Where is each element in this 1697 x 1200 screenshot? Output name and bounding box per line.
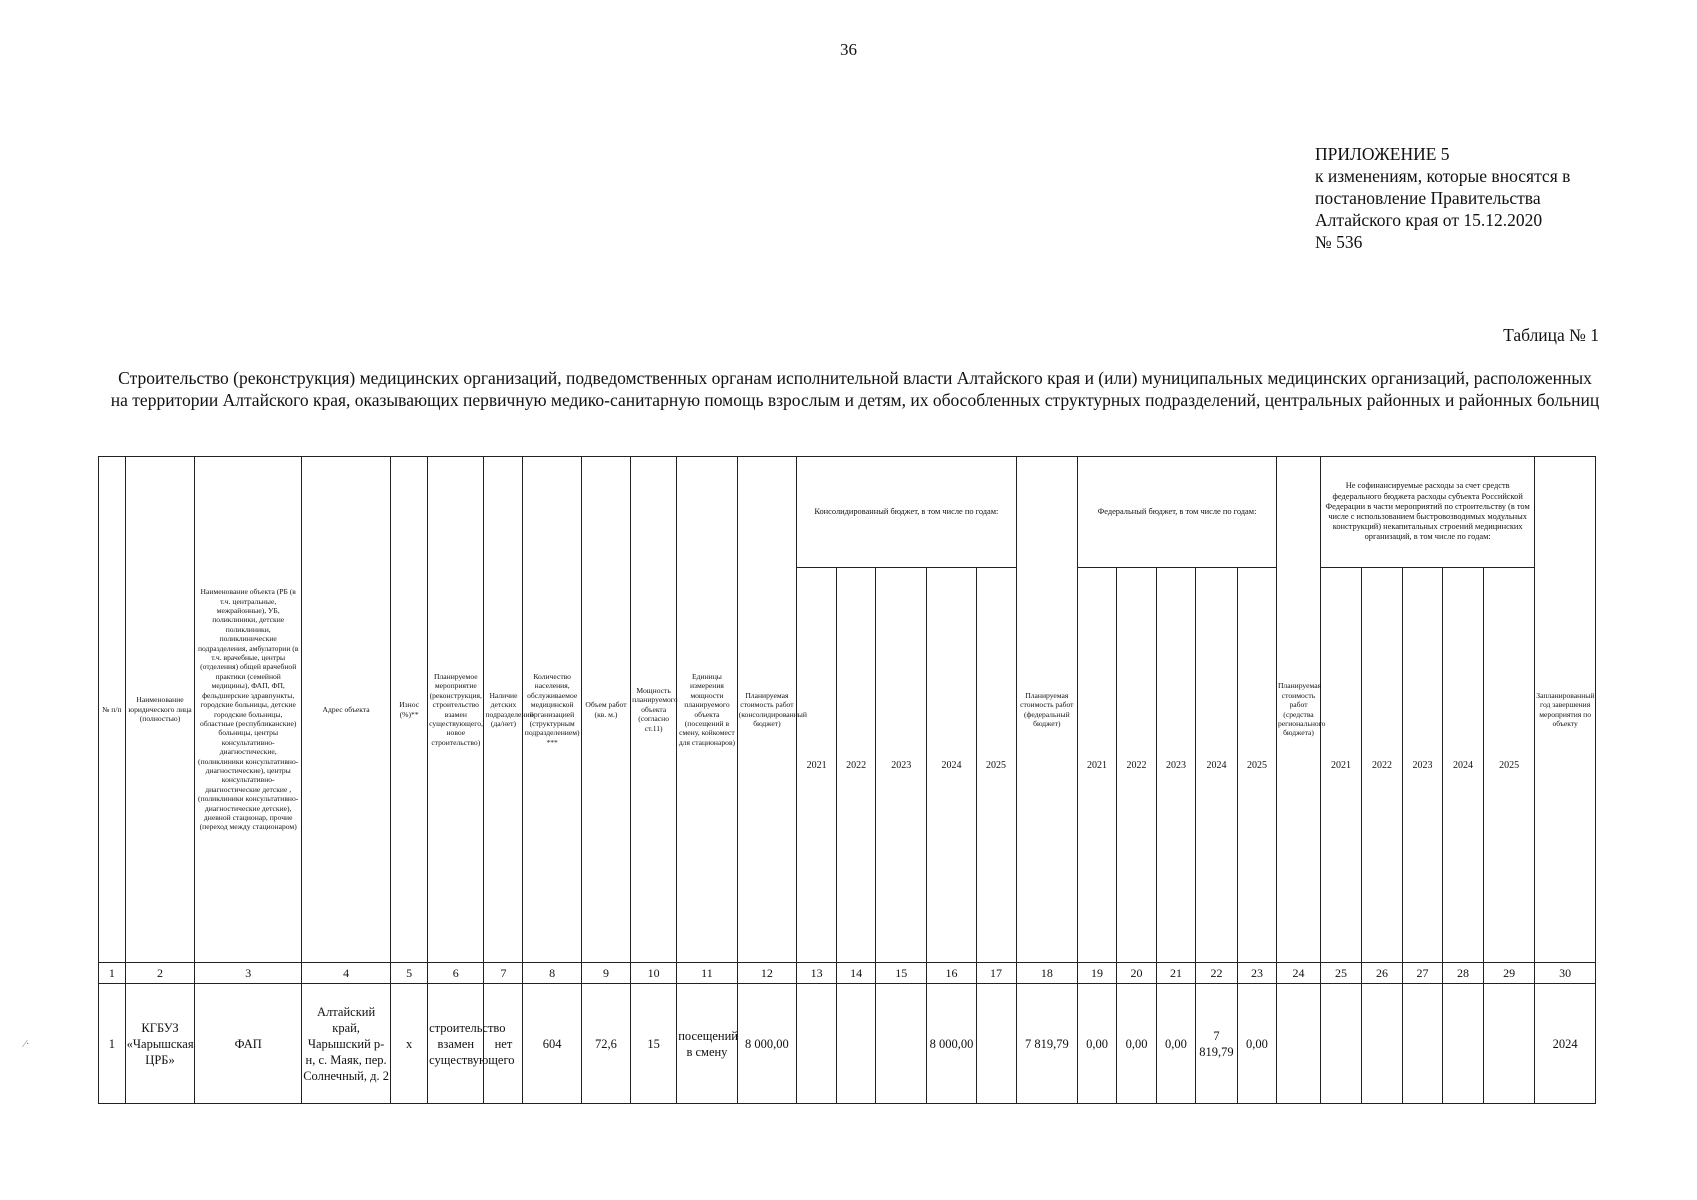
- year-header: 2021: [797, 568, 837, 963]
- cell-planned-measure: строительство взамен существующего: [428, 984, 484, 1104]
- header-group-federal: Федеральный бюджет, в том числе по годам:: [1078, 457, 1277, 568]
- year-header: 2024: [927, 568, 976, 963]
- column-number: 28: [1443, 963, 1484, 984]
- header-address: Адрес объекта: [302, 457, 391, 963]
- page-number: 36: [840, 40, 857, 59]
- header-legal-entity: Наименование юридического лица (полностью): [125, 457, 195, 963]
- header-work-volume: Объем работ (кв. м.): [581, 457, 630, 963]
- year-header: 2023: [876, 568, 927, 963]
- column-number: 1: [99, 963, 126, 984]
- column-number: 29: [1484, 963, 1535, 984]
- cell-nonco-2023: [1403, 984, 1443, 1104]
- header-population: Количество населения, обслуживаемое медицинской организацией (структурным подразделением) ***: [523, 457, 581, 963]
- cell-federal-2022: 0,00: [1117, 984, 1157, 1104]
- annex-line-2: к изменениям, которые вносятся в: [1315, 166, 1571, 186]
- cell-object-name: ФАП: [195, 984, 302, 1104]
- cell-consolidated-2021: [797, 984, 837, 1104]
- annex-line-3: постановление Правительства: [1315, 188, 1541, 208]
- cell-capacity: 15: [631, 984, 677, 1104]
- cell-federal-2021: 0,00: [1078, 984, 1117, 1104]
- column-number: 23: [1238, 963, 1277, 984]
- cell-legal-entity: КГБУЗ «Чарышская ЦРБ»: [125, 984, 195, 1104]
- annex-block: [1315, 143, 1570, 253]
- table-number: Таблица № 1: [1503, 325, 1599, 345]
- cell-federal-2024: 7 819,79: [1195, 984, 1237, 1104]
- column-number: 5: [391, 963, 428, 984]
- year-header: 2025: [1238, 568, 1277, 963]
- column-number: 14: [837, 963, 876, 984]
- year-header: 2024: [1195, 568, 1237, 963]
- column-number-row: [99, 963, 1596, 984]
- year-header: 2023: [1403, 568, 1443, 963]
- column-number: 26: [1362, 963, 1403, 984]
- header-completion-year: Запланированный год завершения мероприятия по объекту: [1535, 457, 1596, 963]
- column-number: 12: [737, 963, 796, 984]
- column-number: 15: [876, 963, 927, 984]
- annex-line-5: № 536: [1315, 232, 1363, 252]
- year-header: 2021: [1321, 568, 1362, 963]
- column-number: 22: [1195, 963, 1237, 984]
- document-title: Строительство (реконструкция) медицинских организаций, подведомственных органам исполнительной власти Алтайского края и (или) муниципальных медицинских организаций, расположенных на территории Алтайского края, оказывающих первичную медико-санитарную помощь взрослым и детям, их обособленных структурных подразделений, центральных районных и районных больниц: [110, 368, 1600, 410]
- data-table: [98, 456, 1596, 1104]
- header-wear: Износ (%)**: [391, 457, 428, 963]
- column-number: 25: [1321, 963, 1362, 984]
- header-cost-federal: Планируемая стоимость работ (федеральный бюджет): [1016, 457, 1078, 963]
- annex-line-1: ПРИЛОЖЕНИЕ 5: [1315, 144, 1450, 164]
- year-header: 2025: [1484, 568, 1535, 963]
- column-number: 18: [1016, 963, 1078, 984]
- cell-consolidated-2025: [976, 984, 1016, 1104]
- cell-work-volume: 72,6: [581, 984, 630, 1104]
- margin-mark: ⁄·: [24, 1038, 30, 1050]
- header-cost-consolidated: Планируемая стоимость работ (консолидированный бюджет): [737, 457, 796, 963]
- header-planned-measure: Планируемое мероприятие (реконструкция, строительство взамен существующего, новое строительство): [428, 457, 484, 963]
- column-number: 9: [581, 963, 630, 984]
- cell-consolidated-2022: [837, 984, 876, 1104]
- header-number: № п/п: [99, 457, 126, 963]
- year-header: 2025: [976, 568, 1016, 963]
- cell-completion-year: 2024: [1535, 984, 1596, 1104]
- header-capacity: Мощность планируемого объекта (согласно ст.11): [631, 457, 677, 963]
- column-number: 21: [1157, 963, 1196, 984]
- header-capacity-units: Единицы измерения мощности планируемого объекта (посещений в смену, койкомест для стационаров): [677, 457, 737, 963]
- header-object-name: Наименование объекта (РБ (в т.ч. центральные, межрайонные), УБ, поликлиники, детские поликлиники, поликлинические подразделения, амбулатории (в т.ч. врачебные, центры (отделения) общей врачебной практики (семейной медицины), ФАП, ФП, фельдшерские здравпункты, городские больницы, детские городские больницы, областные (республиканские) больницы, центры консультативно-диагностические, (поликлиники консультативно-диагностические), центры консультативно-диагностические детские , (поликлиники консультативно-диагностические детские), дневной стационар, прочие (переход между стационаром): [195, 457, 302, 963]
- cell-consolidated-2024: 8 000,00: [927, 984, 976, 1104]
- column-number: 2: [125, 963, 195, 984]
- cell-federal-2023: 0,00: [1157, 984, 1196, 1104]
- column-number: 30: [1535, 963, 1596, 984]
- column-number: 19: [1078, 963, 1117, 984]
- column-number: 8: [523, 963, 581, 984]
- column-number: 16: [927, 963, 976, 984]
- column-number: 20: [1117, 963, 1157, 984]
- cell-cost-federal: 7 819,79: [1016, 984, 1078, 1104]
- year-header: 2021: [1078, 568, 1117, 963]
- year-header: 2024: [1443, 568, 1484, 963]
- cell-number: 1: [99, 984, 126, 1104]
- column-number: 4: [302, 963, 391, 984]
- cell-population: 604: [523, 984, 581, 1104]
- cell-nonco-2021: [1321, 984, 1362, 1104]
- header-group-nonco: Не софинансируемые расходы за счет средств федерального бюджета расходы субъекта Российской Федерации в части мероприятий по строительству (в том числе с использованием быстровозводимых модульных конструкций) некапитальных строений медицинских организаций, в том числе по годам:: [1321, 457, 1535, 568]
- column-number: 7: [484, 963, 523, 984]
- cell-children-units: нет: [484, 984, 523, 1104]
- column-number: 13: [797, 963, 837, 984]
- column-number: 27: [1403, 963, 1443, 984]
- cell-nonco-2025: [1484, 984, 1535, 1104]
- cell-consolidated-2023: [876, 984, 927, 1104]
- year-header: 2022: [1117, 568, 1157, 963]
- column-number: 3: [195, 963, 302, 984]
- cell-capacity-units: посещений в смену: [677, 984, 737, 1104]
- column-number: 24: [1276, 963, 1320, 984]
- year-header: 2022: [837, 568, 876, 963]
- column-number: 6: [428, 963, 484, 984]
- column-number: 10: [631, 963, 677, 984]
- column-number: 17: [976, 963, 1016, 984]
- cell-cost-consolidated: 8 000,00: [737, 984, 796, 1104]
- header-group-consolidated: Консолидированный бюджет, в том числе по годам:: [797, 457, 1016, 568]
- year-header: 2023: [1157, 568, 1196, 963]
- cell-federal-2025: 0,00: [1238, 984, 1277, 1104]
- cell-cost-regional: [1276, 984, 1320, 1104]
- header-cost-regional: Планируемая стоимость работ (средства регионального бюджета): [1276, 457, 1320, 963]
- column-number: 11: [677, 963, 737, 984]
- header-children-units: Наличие детских подразделений (да/нет): [484, 457, 523, 963]
- cell-nonco-2022: [1362, 984, 1403, 1104]
- table-row: [99, 984, 1596, 1104]
- cell-nonco-2024: [1443, 984, 1484, 1104]
- year-header: 2022: [1362, 568, 1403, 963]
- annex-line-4: Алтайского края от 15.12.2020: [1315, 210, 1543, 230]
- cell-wear: х: [391, 984, 428, 1104]
- cell-address: Алтайский край, Чарышский р-н, с. Маяк, пер. Солнечный, д. 2: [302, 984, 391, 1104]
